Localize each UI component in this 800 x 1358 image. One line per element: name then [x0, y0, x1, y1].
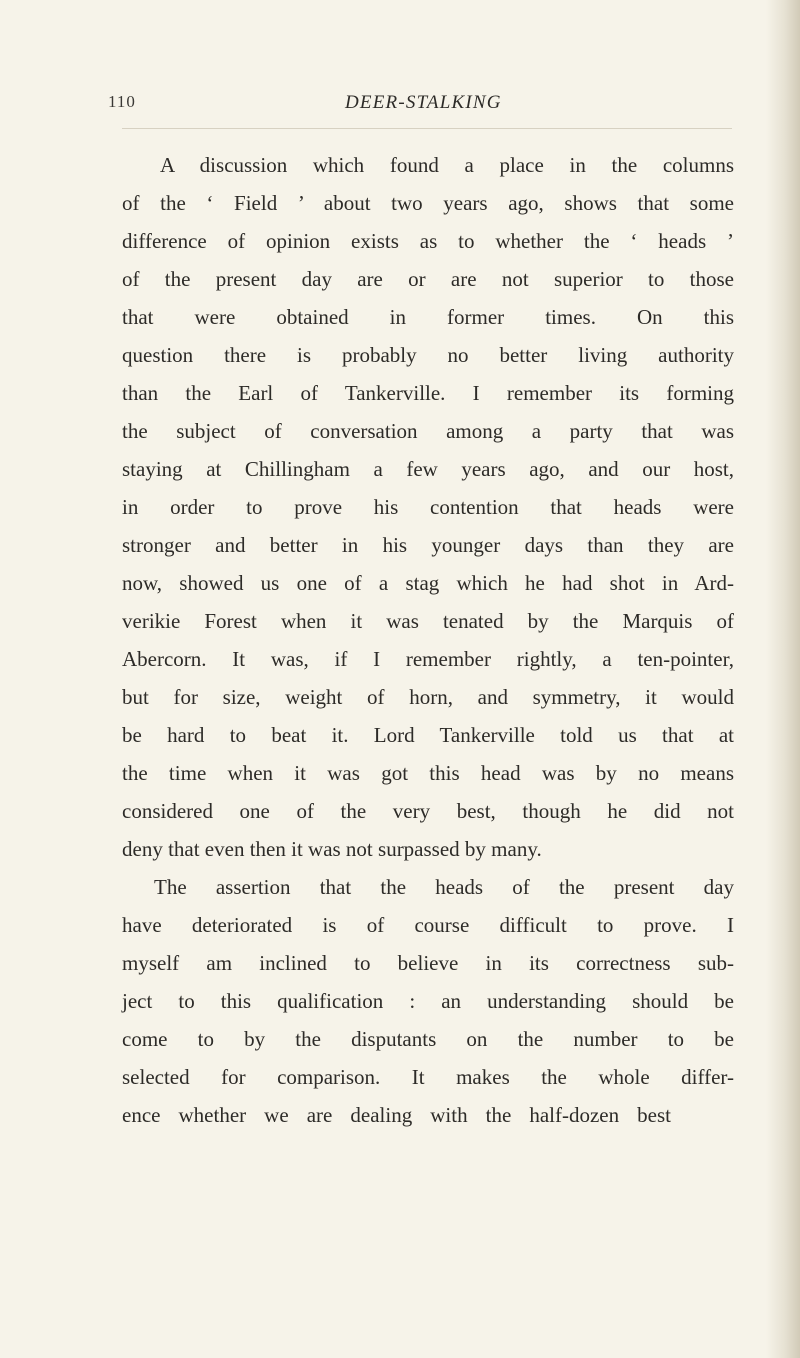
text-line: than the Earl of Tankerville. I remember its forming: [122, 381, 734, 405]
text-line: the time when it was got this head was by no means: [122, 761, 734, 785]
text-line: A discussion which found a place in the columns: [160, 153, 734, 177]
page-number: 110: [108, 92, 136, 111]
page-edge-shadow: [766, 0, 800, 1358]
body-text: [122, 146, 734, 1134]
text-line: considered one of the very best, though he did not: [122, 799, 734, 823]
text-line: now, showed us one of a stag which he had shot in Ard-: [122, 571, 734, 595]
text-line: verikie Forest when it was tenated by the Marquis of: [122, 609, 734, 633]
text-line: in order to prove his contention that heads were: [122, 495, 734, 519]
text-line: staying at Chillingham a few years ago, and our host,: [122, 457, 734, 481]
text-line: that were obtained in former times. On this: [122, 305, 734, 329]
header-rule: [122, 128, 732, 129]
text-line: of the ‘ Field ’ about two years ago, shows that some: [122, 191, 734, 215]
text-line: ence whether we are dealing with the half-dozen best: [122, 1103, 671, 1127]
text-line: Abercorn. It was, if I remember rightly, a ten-pointer,: [122, 647, 734, 671]
text-line: come to by the disputants on the number to be: [122, 1027, 734, 1051]
page-header: [108, 82, 708, 122]
text-line: of the present day are or are not superior to those: [122, 267, 734, 291]
text-line: stronger and better in his younger days than they are: [122, 533, 734, 557]
text-line: the subject of conversation among a party that was: [122, 419, 734, 443]
text-line: be hard to beat it. Lord Tankerville told us that at: [122, 723, 734, 747]
text-line: selected for comparison. It makes the whole differ-: [122, 1065, 734, 1089]
text-line: difference of opinion exists as to whether the ‘ heads ’: [122, 229, 734, 253]
text-line: myself am inclined to believe in its correctness sub-: [122, 951, 734, 975]
text-line: but for size, weight of horn, and symmetry, it would: [122, 685, 734, 709]
text-line: ject to this qualification : an understanding should be: [122, 989, 734, 1013]
text-line: The assertion that the heads of the present day: [154, 875, 734, 899]
text-line: question there is probably no better living authority: [122, 343, 734, 367]
text-line: have deteriorated is of course difficult to prove. I: [122, 913, 734, 937]
running-head: DEER-STALKING: [345, 92, 502, 113]
text-line: deny that even then it was not surpassed by many.: [122, 837, 542, 861]
